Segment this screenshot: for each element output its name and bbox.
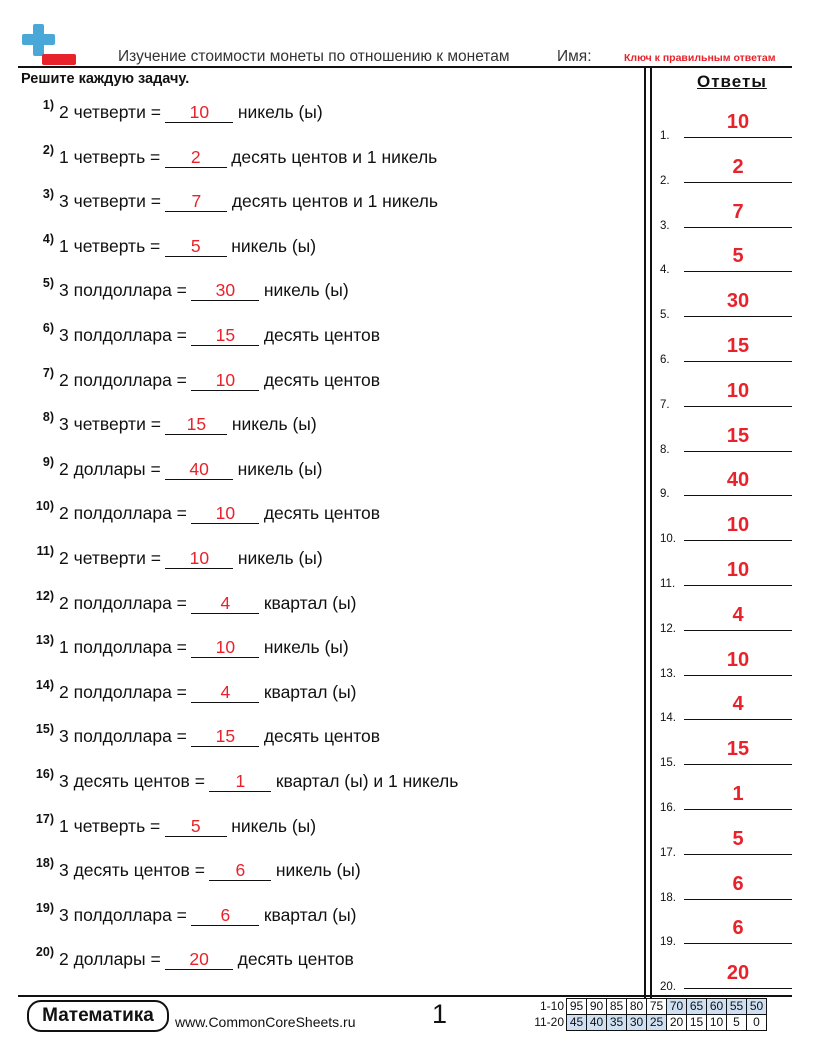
- problem-left-text: 1 четверть =: [59, 235, 161, 256]
- answer-row: [660, 872, 792, 904]
- answer-row: [660, 334, 792, 366]
- answer-line: [684, 585, 792, 586]
- problem-right-text: никель (ы): [231, 414, 317, 435]
- answer-blank[interactable]: 10: [165, 548, 233, 569]
- problem-number: 9): [42, 454, 54, 469]
- problem-right-text: десять центов и 1 никель: [231, 191, 438, 212]
- problem-number: 12): [35, 588, 54, 603]
- answer-row: [660, 961, 792, 994]
- problem-right-text: никель (ы): [237, 458, 323, 479]
- problem-left-text: 2 четверти =: [59, 102, 161, 122]
- problem-number: 8): [42, 410, 54, 425]
- score-cell: 85: [607, 999, 627, 1015]
- answer-row: [660, 244, 792, 277]
- answer-number: 17.: [660, 846, 676, 859]
- answer-value[interactable]: 10: [726, 111, 750, 133]
- answer-blank[interactable]: 10: [191, 637, 259, 658]
- answer-value[interactable]: 5: [732, 827, 744, 850]
- problem-number: 17): [35, 811, 54, 826]
- answer-row: [660, 424, 792, 456]
- answer-value[interactable]: 5: [732, 245, 744, 268]
- problem-right-text: никель (ы): [275, 860, 361, 881]
- answer-row: [660, 155, 792, 187]
- answer-blank[interactable]: 2: [165, 147, 227, 168]
- problem-row: [24, 945, 354, 975]
- problem-row: [24, 454, 323, 485]
- problem-right-text: десять центов: [263, 503, 381, 524]
- problem-number: 11): [36, 544, 54, 558]
- problem-row: [24, 722, 381, 752]
- answer-row: [660, 737, 792, 770]
- answer-blank[interactable]: 1: [209, 771, 271, 792]
- problem-right-text: никель (ы): [263, 637, 349, 658]
- problem-row: [24, 633, 349, 663]
- answer-line: [684, 899, 792, 900]
- answer-number: 18.: [660, 891, 676, 904]
- problem-number: 2): [42, 142, 54, 157]
- score-cell: 35: [607, 1015, 627, 1031]
- answers-header: Ответы: [697, 72, 767, 91]
- answer-value[interactable]: 15: [726, 738, 750, 761]
- answer-line: [684, 675, 792, 676]
- problem-right-text: квартал (ы) и 1 никель: [275, 771, 459, 791]
- answer-row: [660, 558, 792, 590]
- problem-row: [24, 677, 357, 708]
- score-cell: 50: [747, 999, 767, 1015]
- answer-blank[interactable]: 40: [165, 459, 233, 480]
- answer-line: [684, 764, 792, 765]
- problem-left-text: 2 доллары =: [59, 949, 161, 970]
- answer-value[interactable]: 6: [732, 872, 744, 895]
- answer-row: [660, 916, 792, 949]
- answer-blank[interactable]: 5: [165, 236, 227, 257]
- answer-value[interactable]: 10: [726, 559, 750, 581]
- answer-blank[interactable]: 6: [191, 905, 259, 926]
- score-cell: 45: [567, 1015, 587, 1031]
- score-cell: 65: [687, 999, 707, 1015]
- problem-left-text: 2 четверти =: [59, 548, 161, 568]
- answer-value[interactable]: 40: [726, 469, 750, 492]
- answer-blank[interactable]: 5: [165, 816, 227, 837]
- answer-value[interactable]: 20: [726, 962, 750, 985]
- problem-right-text: десять центов: [263, 325, 381, 345]
- answer-number: 10.: [660, 533, 676, 546]
- answer-line: [684, 988, 792, 989]
- problem-right-text: никель (ы): [237, 548, 323, 568]
- answer-blank[interactable]: 6: [209, 860, 271, 881]
- answer-line: [684, 271, 792, 272]
- answer-value[interactable]: 10: [726, 379, 750, 402]
- answer-line: [684, 943, 792, 944]
- score-cell: 0: [747, 1015, 767, 1031]
- problem-number: 4): [42, 231, 54, 246]
- answer-line: [684, 540, 792, 541]
- problem-left-text: 2 доллары =: [59, 458, 161, 479]
- answer-row: [660, 692, 792, 725]
- problem-number: 16): [35, 767, 54, 781]
- problem-right-text: десять центов: [263, 369, 381, 390]
- column-divider-left: [644, 66, 646, 998]
- problem-left-text: 2 полдоллара =: [59, 369, 187, 390]
- problem-number: 14): [35, 677, 54, 692]
- problem-left-text: 1 полдоллара =: [59, 637, 187, 658]
- answer-blank[interactable]: 15: [191, 726, 259, 747]
- problem-row: [24, 321, 381, 351]
- problem-row: [24, 410, 317, 440]
- score-cell: 15: [687, 1015, 707, 1031]
- problem-row: [24, 811, 317, 842]
- answer-number: 13.: [660, 667, 676, 680]
- score-cell: 75: [647, 999, 667, 1015]
- name-label: Имя:: [557, 48, 592, 65]
- problem-left-text: 1 четверть =: [59, 815, 161, 836]
- score-cell: 10: [707, 1015, 727, 1031]
- problem-left-text: 3 полдоллара =: [59, 280, 187, 301]
- answer-number: 1.: [660, 130, 670, 142]
- problem-left-text: 3 полдоллара =: [59, 726, 187, 747]
- site-url[interactable]: www.CommonCoreSheets.ru: [175, 1014, 356, 1030]
- problem-right-text: квартал (ы): [263, 592, 357, 613]
- score-cell: 55: [727, 999, 747, 1015]
- score-cell: 40: [587, 1015, 607, 1031]
- answer-number: 8.: [660, 443, 670, 456]
- problem-left-text: 2 полдоллара =: [59, 503, 187, 524]
- problem-row: [24, 231, 317, 262]
- answer-row: [660, 200, 792, 232]
- answer-line: [684, 406, 792, 407]
- answer-blank[interactable]: 4: [191, 593, 259, 614]
- answer-value[interactable]: 10: [726, 514, 750, 537]
- problem-right-text: никель (ы): [263, 280, 349, 301]
- answer-line: [684, 719, 792, 720]
- score-cell: 90: [587, 999, 607, 1015]
- answer-blank[interactable]: 30: [191, 280, 259, 301]
- problem-right-text: десять центов: [237, 949, 354, 970]
- answer-line: [684, 182, 792, 183]
- answer-row: [660, 603, 792, 635]
- answer-blank[interactable]: 10: [165, 102, 233, 123]
- answer-blank[interactable]: 10: [191, 370, 259, 391]
- answer-number: 9.: [660, 488, 670, 501]
- answer-line: [684, 495, 792, 496]
- answer-value[interactable]: 30: [726, 290, 750, 313]
- score-cell: 20: [667, 1015, 687, 1031]
- problem-row: [24, 767, 459, 797]
- problem-number: 6): [42, 321, 54, 335]
- problem-number: 13): [35, 633, 54, 648]
- problem-number: 3): [42, 187, 54, 202]
- score-row-label: 11-20: [534, 1015, 564, 1029]
- answer-blank[interactable]: 10: [191, 503, 259, 524]
- problem-left-text: 3 десять центов =: [59, 771, 205, 791]
- score-cell: 70: [667, 999, 687, 1015]
- brand-badge: Математика: [27, 1000, 169, 1032]
- problem-left-text: 3 полдоллара =: [59, 904, 187, 925]
- answer-row: [660, 110, 792, 142]
- problem-right-text: десять центов: [263, 726, 381, 747]
- worksheet-title: Изучение стоимости монеты по отношению к монетам: [118, 48, 510, 65]
- answer-number: 19.: [660, 936, 676, 949]
- answer-blank[interactable]: 7: [165, 191, 227, 212]
- answer-blank[interactable]: 15: [165, 414, 227, 435]
- problem-number: 1): [42, 98, 54, 112]
- problem-left-text: 3 четверти =: [59, 414, 161, 435]
- problem-row: [24, 187, 438, 217]
- score-row: [532, 1015, 767, 1031]
- answer-blank[interactable]: 4: [191, 682, 259, 703]
- score-cell: 60: [707, 999, 727, 1015]
- answer-line: [684, 809, 792, 810]
- problem-right-text: никель (ы): [231, 235, 317, 256]
- problem-left-text: 3 четверти =: [59, 191, 161, 212]
- problem-row: [24, 499, 381, 529]
- answer-line: [684, 227, 792, 228]
- score-cell: 30: [627, 1015, 647, 1031]
- answer-number: 3.: [660, 219, 670, 232]
- score-table: [532, 998, 767, 1031]
- answer-number: 20.: [660, 981, 676, 994]
- answer-number: 14.: [660, 712, 676, 725]
- score-cell: 80: [627, 999, 647, 1015]
- answer-value[interactable]: 4: [732, 603, 744, 626]
- page-number: 1: [432, 999, 448, 1029]
- problem-row: [24, 365, 381, 396]
- answer-number: 4.: [660, 264, 670, 277]
- answer-number: 15.: [660, 757, 676, 770]
- column-divider-right: [650, 66, 652, 998]
- plus-minus-logo-icon: [22, 24, 78, 68]
- score-cell: 5: [727, 1015, 747, 1031]
- answer-number: 2.: [660, 174, 670, 187]
- problem-number: 18): [35, 856, 54, 871]
- answer-row: [660, 827, 792, 859]
- problem-left-text: 2 полдоллара =: [59, 681, 187, 702]
- problem-right-text: квартал (ы): [263, 904, 357, 925]
- score-cell: 25: [647, 1015, 667, 1031]
- problem-right-text: квартал (ы): [263, 681, 357, 702]
- answer-number: 12.: [660, 622, 676, 635]
- answer-key-label: Ключ к правильным ответам: [624, 52, 776, 64]
- answer-value[interactable]: 10: [726, 648, 750, 671]
- footer-divider: [18, 995, 792, 997]
- answer-line: [684, 630, 792, 631]
- answer-line: [684, 137, 792, 138]
- problem-row: [24, 856, 361, 886]
- answer-value[interactable]: 15: [726, 335, 750, 357]
- problem-row: [24, 588, 357, 619]
- problem-number: 7): [42, 365, 54, 380]
- header-divider: [18, 66, 792, 68]
- answer-line: [684, 361, 792, 362]
- answer-number: 16.: [660, 802, 676, 814]
- score-row: [532, 999, 767, 1015]
- answer-row: [660, 379, 792, 411]
- problem-number: 19): [35, 900, 54, 915]
- problem-number: 15): [35, 722, 54, 737]
- answer-line: [684, 854, 792, 855]
- problem-row: [24, 900, 357, 931]
- score-cell: 95: [567, 999, 587, 1015]
- answer-row: [660, 289, 792, 322]
- answer-line: [684, 451, 792, 452]
- score-row-label: 1-10: [539, 999, 564, 1013]
- problem-left-text: 2 полдоллара =: [59, 592, 187, 613]
- answer-value[interactable]: 15: [726, 424, 750, 447]
- answer-row: [660, 782, 792, 814]
- answer-value[interactable]: 2: [732, 155, 744, 178]
- problem-number: 5): [42, 276, 54, 291]
- answer-number: 7.: [660, 398, 670, 411]
- answer-row: [660, 468, 792, 501]
- answer-value[interactable]: 7: [732, 200, 744, 223]
- problem-right-text: никель (ы): [231, 815, 317, 836]
- answer-value[interactable]: 6: [732, 917, 744, 940]
- answer-number: 6.: [660, 354, 670, 366]
- problem-left-text: 3 полдоллара =: [59, 325, 187, 345]
- answer-number: 11.: [660, 578, 676, 590]
- problem-left-text: 3 десять центов =: [59, 860, 205, 881]
- problem-right-text: никель (ы): [237, 102, 323, 122]
- answer-number: 5.: [660, 309, 670, 322]
- problem-row: [24, 98, 323, 128]
- problem-number: 10): [35, 499, 54, 514]
- answer-line: [684, 316, 792, 317]
- instructions: Решите каждую задачу.: [21, 71, 190, 87]
- problem-left-text: 1 четверть =: [59, 146, 161, 167]
- problem-number: 20): [35, 945, 54, 960]
- answer-row: [660, 648, 792, 680]
- answer-blank[interactable]: 15: [191, 325, 259, 346]
- problem-row: [24, 142, 438, 173]
- problem-row: [24, 276, 349, 306]
- problem-right-text: десять центов и 1 никель: [231, 146, 438, 167]
- problem-row: [24, 544, 323, 574]
- answer-value[interactable]: 4: [732, 693, 744, 716]
- answer-row: [660, 513, 792, 546]
- answer-blank[interactable]: 20: [165, 949, 233, 970]
- answer-value[interactable]: 1: [732, 783, 744, 805]
